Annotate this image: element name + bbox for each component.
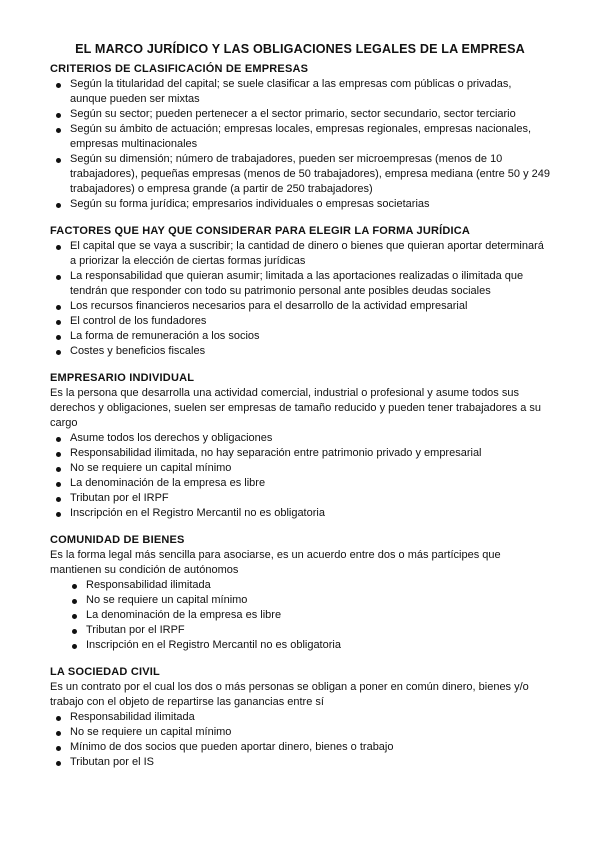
section-sociedad-civil: [50, 665, 550, 770]
list-item-text: Según su ámbito de actuación; empresas locales, empresas regionales, empresas nacionales, empresas multinacionales: [70, 123, 532, 150]
bullet-icon: [56, 335, 61, 340]
list-item: [50, 344, 550, 359]
list-item-text: Tributan por el IRPF: [70, 492, 169, 504]
list-item-text: Inscripción en el Registro Mercantil no es obligatoria: [86, 639, 341, 651]
document-body: [50, 62, 550, 770]
section-factores-forma-juridica: [50, 224, 550, 359]
list-item-text: Mínimo de dos socios que pueden aportar dinero, bienes o trabajo: [70, 741, 394, 753]
bullet-icon: [72, 644, 77, 649]
list-item: [50, 314, 550, 329]
list-item: [50, 506, 550, 521]
section-heading: COMUNIDAD DE BIENES: [50, 534, 185, 546]
list-item-text: Según la titularidad del capital; se suele clasificar a las empresas com públicas o privadas, aunque pueden ser mixtas: [70, 78, 512, 105]
list-item: [50, 593, 550, 608]
list-item-text: Responsabilidad ilimitada: [86, 579, 211, 591]
bullet-icon: [56, 113, 61, 118]
list-item: [50, 476, 550, 491]
bullet-icon: [56, 452, 61, 457]
section-heading: EMPRESARIO INDIVIDUAL: [50, 372, 195, 384]
bullet-list: [50, 578, 550, 653]
bullet-icon: [56, 275, 61, 280]
list-item-text: Según su sector; pueden pertenecer a el sector primario, sector secundario, sector terciario: [70, 108, 516, 120]
bullet-icon: [56, 305, 61, 310]
bullet-icon: [56, 158, 61, 163]
list-item: [50, 446, 550, 461]
list-item-text: Según su dimensión; número de trabajadores, pueden ser microempresas (menos de 10 trabajadores), pequeñas empresas (menos de 50 trabajadores), empresa mediana (entre 50 y 249 trabajadores) o empresa grande (a partir de 250 trabajadores): [70, 153, 550, 195]
list-item-text: Responsabilidad ilimitada, no hay separación entre patrimonio privado y empresarial: [70, 447, 482, 459]
bullet-icon: [56, 203, 61, 208]
bullet-icon: [56, 437, 61, 442]
list-item: [50, 623, 550, 638]
section-comunidad-de-bienes: [50, 533, 550, 653]
section-intro: Es la persona que desarrolla una actividad comercial, industrial o profesional y asume todos sus derechos y obligaciones, suelen ser empresas de tamaño reducido y pueden tener trabajadores a su cargo: [50, 387, 542, 429]
section-intro: Es un contrato por el cual los dos o más personas se obligan a poner en común dinero, bienes y/o trabajo con el objeto de repartirse las ganancias entre sí: [50, 681, 529, 708]
section-heading: LA SOCIEDAD CIVIL: [50, 666, 160, 678]
list-item-text: La denominación de la empresa es libre: [70, 477, 266, 489]
list-item-text: El control de los fundadores: [70, 315, 207, 327]
list-item-text: El capital que se vaya a suscribir; la cantidad de dinero o bienes que quieran aportar determinará a priorizar la elección de ciertas formas jurídicas: [70, 240, 544, 267]
bullet-icon: [56, 761, 61, 766]
list-item: [50, 269, 550, 299]
list-item-text: Los recursos financieros necesarios para el desarrollo de la actividad empresarial: [70, 300, 468, 312]
list-item-text: Según su forma jurídica; empresarios individuales o empresas societarias: [70, 198, 430, 210]
bullet-list: [50, 77, 550, 212]
section-heading: FACTORES QUE HAY QUE CONSIDERAR PARA ELEGIR LA FORMA JURÍDICA: [50, 225, 471, 237]
bullet-icon: [56, 512, 61, 517]
list-item-text: Responsabilidad ilimitada: [70, 711, 195, 723]
list-item: [50, 152, 550, 197]
list-item-text: La denominación de la empresa es libre: [86, 609, 282, 621]
bullet-icon: [56, 716, 61, 721]
list-item-text: Inscripción en el Registro Mercantil no es obligatoria: [70, 507, 325, 519]
list-item-text: La forma de remuneración a los socios: [70, 330, 260, 342]
list-item: [50, 107, 550, 122]
list-item-text: Asume todos los derechos y obligaciones: [70, 432, 273, 444]
list-item: [50, 431, 550, 446]
list-item: [50, 77, 550, 107]
bullet-list: [50, 710, 550, 770]
document-title: EL MARCO JURÍDICO Y LAS OBLIGACIONES LEGALES DE LA EMPRESA: [75, 42, 525, 56]
section-heading: CRITERIOS DE CLASIFICACIÓN DE EMPRESAS: [50, 63, 309, 75]
bullet-list: [50, 431, 550, 521]
bullet-icon: [72, 629, 77, 634]
section-criterios-clasificacion: [50, 62, 550, 212]
list-item: [50, 491, 550, 506]
list-item-text: Costes y beneficios fiscales: [70, 345, 206, 357]
bullet-icon: [56, 731, 61, 736]
list-item: [50, 740, 550, 755]
list-item: [50, 710, 550, 725]
bullet-icon: [56, 350, 61, 355]
bullet-icon: [56, 245, 61, 250]
list-item: [50, 299, 550, 314]
bullet-icon: [56, 83, 61, 88]
list-item: [50, 608, 550, 623]
bullet-icon: [72, 614, 77, 619]
section-empresario-individual: [50, 371, 550, 521]
list-item: [50, 755, 550, 770]
bullet-icon: [56, 320, 61, 325]
list-item-text: Tributan por el IS: [70, 756, 154, 768]
list-item: [50, 638, 550, 653]
section-intro: Es la forma legal más sencilla para asociarse, es un acuerdo entre dos o más partícipes que mantienen su condición de autónomos: [50, 549, 501, 576]
list-item-text: No se requiere un capital mínimo: [86, 594, 248, 606]
list-item: [50, 578, 550, 593]
bullet-icon: [72, 584, 77, 589]
bullet-icon: [56, 746, 61, 751]
list-item: [50, 122, 550, 152]
bullet-icon: [56, 482, 61, 487]
list-item: [50, 461, 550, 476]
bullet-list: [50, 239, 550, 359]
list-item-text: No se requiere un capital mínimo: [70, 462, 232, 474]
bullet-icon: [56, 467, 61, 472]
list-item-text: No se requiere un capital mínimo: [70, 726, 232, 738]
bullet-icon: [56, 128, 61, 133]
list-item: [50, 239, 550, 269]
list-item: [50, 329, 550, 344]
bullet-icon: [56, 497, 61, 502]
list-item: [50, 725, 550, 740]
bullet-icon: [72, 599, 77, 604]
list-item-text: Tributan por el IRPF: [86, 624, 185, 636]
list-item: [50, 197, 550, 212]
list-item-text: La responsabilidad que quieran asumir; limitada a las aportaciones realizadas o ilimitada que tendrán que responder con todo su patrimonio personal ante posibles deudas sociales: [70, 270, 524, 297]
